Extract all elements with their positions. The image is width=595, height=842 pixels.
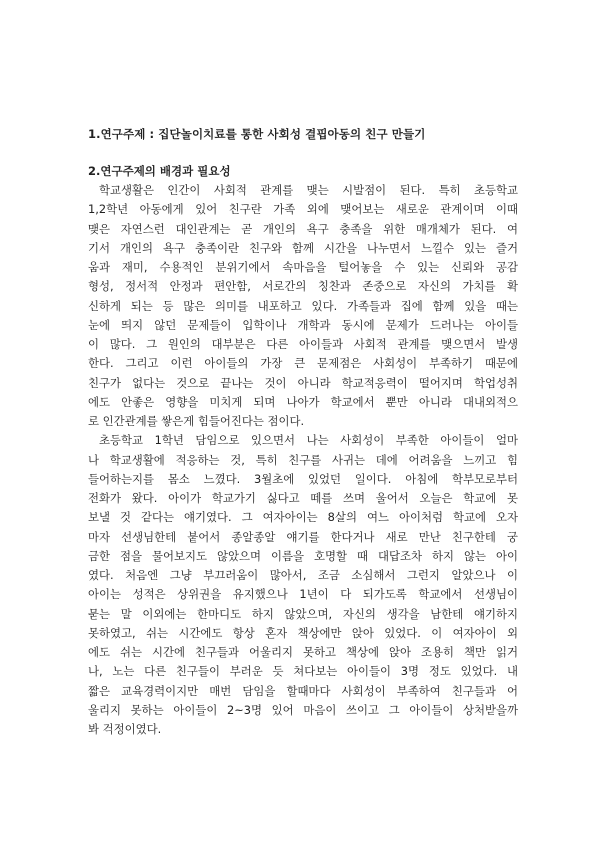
paragraph-2-line: 전화가 왔다. 아이가 학교가기 싫다고 떼를 쓰며 울어서 오늘은 학교에 못 — [88, 491, 518, 505]
paragraph-1-line: 1,2학년 아동에게 있어 친구란 가족 외에 맺어보는 새로운 관계이며 이때 — [88, 202, 518, 217]
paragraph-1-line: 기서 개인의 욕구 충족이란 친구와 함께 시간을 나누면서 느낄수 있는 즐거 — [88, 240, 518, 255]
paragraph-1-line: 움과 재미, 수용적인 분위기에서 속마음을 털어놓을 수 있는 신뢰와 공감 — [88, 260, 518, 274]
paragraph-1-line: 이 많다. 그 원인의 대부분은 다른 아이들과 사회적 관계를 맺으면서 발생 — [88, 337, 518, 351]
paragraph-1-line: 친구가 없다는 것으로 끝나는 것이 아니라 학교적응력이 떨어지며 학업성취 — [88, 375, 518, 390]
paragraph-2-line: 나 학교생활에 적응하는 것, 특히 친구를 사귀는 데에 어려움을 느끼고 힘 — [88, 452, 518, 467]
paragraph-2-line: 짧은 교육경력이지만 매번 담임을 할때마다 사회성이 부족하여 친구들과 어 — [88, 683, 518, 698]
paragraph-2-line: 묻는 말 이외에는 한마디도 하지 않았으며, 자신의 생각을 남한테 얘기하지 — [88, 606, 518, 621]
paragraph-2-line: 금한 점을 물어보지도 않았으며 이름을 호명할 때 대답조차 하지 않는 아이 — [88, 548, 518, 563]
paragraph-2-line: 보낼 것 같다는 얘기였다. 그 여자아이는 8살의 여느 아이처럼 학교에 오자 — [88, 510, 518, 525]
paragraph-1-line: 신하게 되는 등 많은 의미를 내포하고 있다. 가족들과 집에 함께 있을 때는 — [88, 298, 518, 313]
paragraph-2-line: 마자 선생님한테 붙어서 종알종알 얘기를 한다거나 새로 만난 친구한테 궁 — [88, 529, 518, 544]
paragraph-2-line: 들어하는지를 몸소 느꼈다. 3월초에 있었던 일이다. 아침에 학부모로부터 — [88, 471, 518, 486]
paragraph-2-line: 였다. 처음엔 그냥 부끄러움이 많아서, 조금 소심해서 그런지 알았으나 이 — [88, 568, 518, 582]
paragraph-1-line: 맺은 자연스런 대인관계는 곧 개인의 욕구 충족을 위한 매개체가 된다. 여 — [88, 221, 518, 236]
research-topic-heading: 1.연구주제 : 집단놀이치료를 통한 사회성 결핍아동의 친구 만들기 — [88, 127, 426, 141]
body-text — [88, 181, 518, 739]
paragraph-2-line: 에도 쉬는 시간에 친구들과 어울리지 못하고 책상에 앉아 조용히 책만 읽거 — [88, 645, 518, 659]
paragraph-1-line: 학교생활은 인간이 사회적 관계를 맺는 시발점이 된다. 특히 초등학교 — [99, 183, 518, 197]
paragraph-1-line: 로 인간관계를 쌓은게 힘들어진다는 점이다. — [88, 414, 305, 428]
background-heading: 2.연구주제의 배경과 필요성 — [88, 164, 231, 178]
paragraph-2-line: 봐 걱정이였다. — [88, 722, 162, 736]
paragraph-1-line: 한다. 그리고 이런 아이들의 가장 큰 문제점은 사회성이 부족하기 때문에 — [88, 356, 518, 371]
paragraph-2-line: 나, 노는 다른 친구들이 부러운 듯 쳐다보는 아이들이 3명 정도 있었다. 내 — [88, 664, 518, 679]
paragraph-2-line: 아이는 성적은 상위권을 유지했으나 1년이 다 되가도록 학교에서 선생님이 — [88, 587, 518, 602]
paragraph-1-line: 에도 안좋은 영향을 미치게 되며 나아가 학교에서 뿐만 아니라 대내외적으 — [88, 394, 518, 409]
paragraph-2-line: 울리지 못하는 아이들이 2~3명 있어 마음이 쓰이고 그 아이들이 상처받을까 — [88, 702, 518, 717]
paragraph-1-line: 형성, 정서적 안정과 편안함, 서로간의 칭찬과 존중으로 자신의 가치를 확 — [88, 279, 518, 294]
paragraph-1-line: 눈에 띄지 않던 문제들이 입학이나 개학과 동시에 문제가 드러나는 아이들 — [88, 317, 518, 332]
paragraph-2-line: 못하였고, 쉬는 시간에도 항상 혼자 책상에만 앉아 있었다. 이 여자아이 외 — [88, 625, 518, 640]
paragraph-2-line: 초등학교 1학년 담임으로 있으면서 나는 사회성이 부족한 아이들이 얼마 — [99, 433, 518, 448]
